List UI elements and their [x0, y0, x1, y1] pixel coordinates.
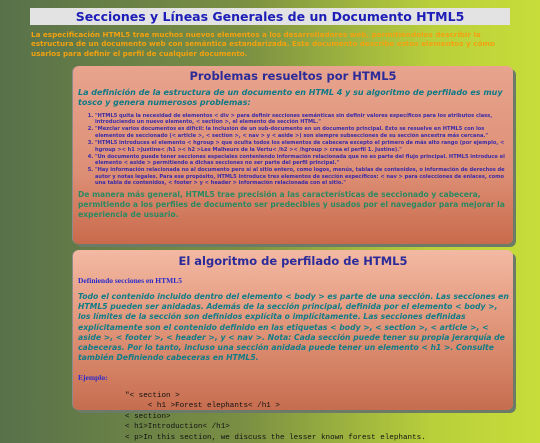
page-title: Secciones y Líneas Generales de un Documento HTML5: [30, 8, 510, 25]
problems-box-title: Problemas resueltos por HTML5: [189, 69, 397, 83]
list-item: 1. "HTML5 quita la necesidad de elementos < div > para definir secciones semánticas sin definir valores específicos para los atributos class, introduciendo un nuevo elemento, < section >, el elemento de sección HTML.": [95, 113, 507, 126]
algorithm-box: [73, 250, 513, 442]
algorithm-paragraph: Todo el contenido incluido dentro del elemento < body > es parte de una sección. Las secciones en HTML5 pueden ser anidadas. Además de la sección principal, definida por el elemento < body >, los límites de la sección son definidos explícita o implícitamente. Las secciones definidas explícitamente son el contenido definido en las etiquetas < body >, < section >, < article >, < aside >, < footer >, < header >, y < nav >. Nota: Cada sección puede tener su propia jerarquía de cabeceras. Por lo tanto, incluso una sección anidada puede tener un elemento < h1 >. Consulte también Definiendo cabeceras en HTML5.: [78, 292, 509, 363]
problems-outro: De manera más general, HTML5 trae precisión a las características de seccionado y cabecera, permitiendo a los perfiles de documento ser predecibles y usados por el navegador para mejorar la experiencia de usuario.: [78, 189, 505, 219]
list-item: 3. "HTML5 introduces el elemento < hgroup > que oculta todos los elementos de cabecera excepto el primero de más alto rango (por ejemplo, < hgroup >< h1 >Justine< /h1 >< h2 >Les Malheurs de la Vertu< /h2 >< /hgroup > crea el perfil 1. Justine).": [95, 140, 507, 153]
list-item: 4. "Un documento puede tener secciones especiales conteniendo información relacionada que no es parte del flujo principal. HTML5 introduce el elemento < aside > permitiendo a dichas secciones no ser parte del perfil principal.": [95, 154, 507, 167]
list-item: 2. "Mezclar varios documentos es difícil: la inclusión de un sub-documento en un documento principal. Esto se resuelve en HTML5 con los elementos de seccionado (< article >, < section >, < nav > y < aside >) son siempre subsecciones de su sección ancestra más cercana.": [95, 126, 507, 139]
problems-lead: La definición de la estructura de un documento en HTML 4 y su algoritmo de perfilado es muy tosco y genera numerosos problemas:: [78, 88, 503, 108]
example-label: Ejemplo:: [78, 372, 108, 382]
code-example: "< section > < h1 >Forest elephants< /h1 > < section> < h1>Introduction< /h1> < p>In this section, we discuss the lesser known forest elephants.: [125, 391, 426, 442]
list-item: 5. "Hay información relacionada no al documento pero sí al sitio entero, como logos, menús, tablas de contenidos, o información de derechos de autor y notas legales. Para ese propósito, HTML5 introduce tres elementos de sección específicos: < nav > para colecciones de enlaces, como una tabla de contenidos, < footer > y < header > información relacionada con el sitio.": [95, 167, 507, 187]
intro-paragraph: La especificación HTML5 trae muchos nuevos elementos a los desarrolladores web, permitiéndoles describir la estructura de un documento web con semántica estandarizada. Este documento describe estos elementos y cómo usarlos para definir el perfil de cualquier documento.: [31, 30, 495, 58]
algorithm-box-title: El algoritmo de perfilado de HTML5: [178, 254, 408, 268]
algorithm-subheading: Definiendo secciones en HTML5: [78, 276, 182, 285]
problems-list: [95, 113, 507, 187]
problems-box: [73, 66, 513, 244]
